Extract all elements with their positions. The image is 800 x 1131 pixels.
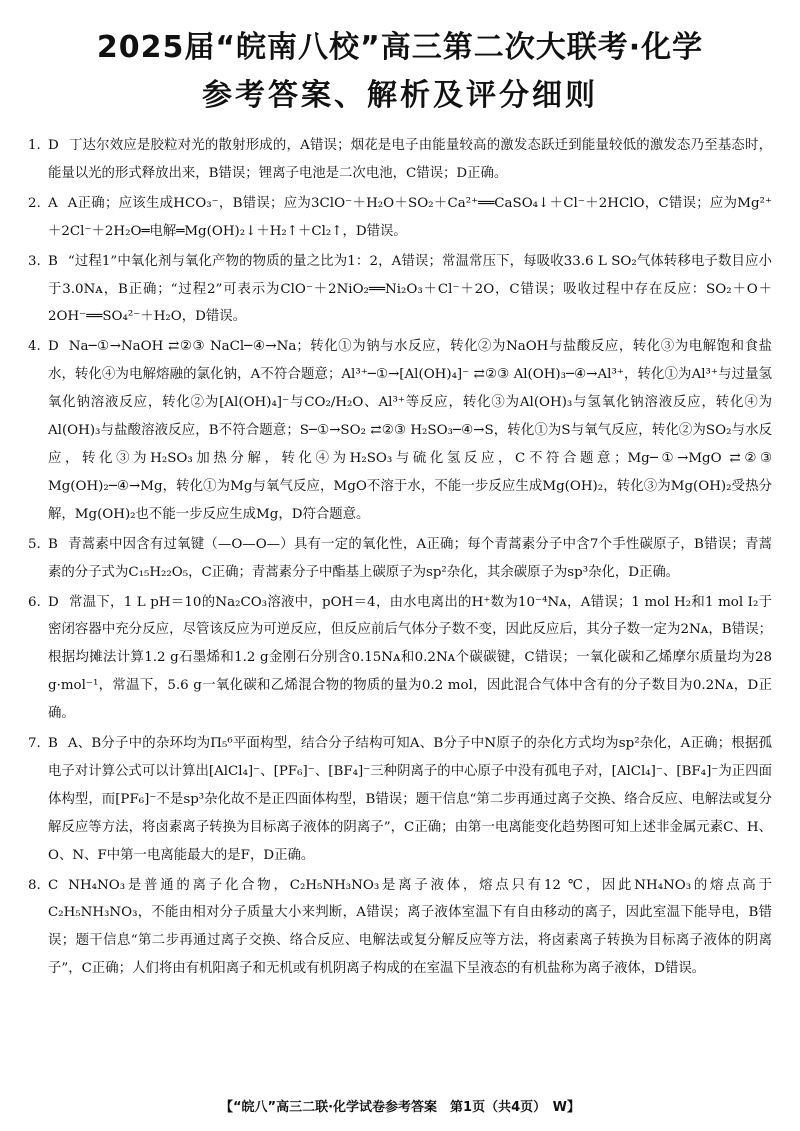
explanation-text: A正确；应该生成HCO₃⁻，B错误；应为3ClO⁻＋H₂O＋SO₂＋Ca²⁺══CaSO₄↓＋Cl⁻＋2HClO，C错误；应为Mg²⁺＋2Cl⁻＋2H₂O═电解═Mg(OH)₂↓＋H₂↑＋Cl₂↑，D错误。 (48, 195, 772, 239)
answer-choice: D (48, 138, 59, 153)
page-footer: 【“皖八”高三二联·化学试卷参考答案 第1页（共4页） W】 (220, 1100, 580, 1115)
page-subtitle: 参考答案、解析及评分细则 (202, 78, 598, 113)
question-number: 5. (28, 536, 41, 552)
answer-choice: B (48, 536, 58, 552)
explanation-text: “过程1”中氧化剂与氧化产物的物质的量之比为1：2，A错误；常温常压下，每吸收33.6 L SO₂气体转移电子数目应小于3.0Nᴀ，B正确；“过程2”可表示为ClO⁻＋2NiO₂══Ni₂O₃＋Cl⁻＋2O，C错误；吸收过程中存在反应：SO₂＋O＋2OH⁻══SO₄²⁻＋H₂O，D错误。 (48, 253, 772, 325)
answer-choice: B (48, 253, 58, 269)
answer-item-3 (28, 248, 772, 332)
question-number: 4. (28, 339, 41, 355)
answer-choice: A (48, 195, 58, 211)
explanation-text: Na─①→NaOH ⇄②③ NaCl─④→Na；转化①为钠与水反应，转化②为NaOH与盐酸反应，转化③为电解饱和食盐水，转化④为电解熔融的氯化钠，A不符合题意；Al³⁺─①→[Al(OH)₄]⁻ ⇄②③ Al(OH)₃─④→Al³⁺，转化①为Al³⁺与过量氢氧化钠溶液反应，转化②为[Al(OH)₄]⁻与CO₂/H₂O、Al³⁺等反应，转化③为Al(OH)₃与氢氧化钠溶液反应，转化④为Al(OH)₃与盐酸溶液反应，B不符合题意；S─①→SO₂ ⇄②③ H₂SO₃─④→S，转化①为S与氧气反应，转化②为SO₂与水反应，转化③为H₂SO₃加热分解，转化④为H₂SO₃与硫化氢反应，C不符合题意；Mg─①→MgO ⇄②③ Mg(OH)₂─④→Mg，转化①为Mg与氧气反应，MgO不溶于水，不能一步反应生成Mg(OH)₂，转化③为Mg(OH)₂受热分解，Mg(OH)₂也不能一步反应生成Mg，D符合题意。 (48, 339, 772, 522)
explanation-text: 丁达尔效应是胶粒对光的散射形成的，A错误；烟花是电子由能量较高的激发态跃迁到能量较低的激发态乃至基态时，能量以光的形式释放出来，B错误；锂离子电池是二次电池，C错误；D正确。 (48, 138, 772, 181)
answer-item-4 (28, 333, 772, 528)
answer-item-8 (28, 872, 772, 984)
answer-item-5 (28, 531, 772, 587)
question-number: 7. (28, 736, 41, 752)
explanation-text: 常温下，1 L pH＝10的Na₂CO₃溶液中，pOH＝4，由水电离出的H⁺数为10⁻⁴Nᴀ，A错误；1 mol H₂和1 mol I₂于密闭容器中充分反应，尽管该反应为可逆反应，但反应前后气体分子数不变，因此反应后，其分子数一定为2Nᴀ，B错误；根据均摊法计算1.2 g石墨烯和1.2 g金刚石分别含0.15Nᴀ和0.2Nᴀ个碳碳键，C错误；一氧化碳和乙烯摩尔质量均为28 g·mol⁻¹，常温下，5.6 g一氧化碳和乙烯混合物的物质的量为0.2 mol，因此混合气体中含有的分子数目为0.2Nᴀ，D正确。 (48, 594, 772, 722)
explanation-text: 青蒿素中因含有过氧键（—O—O—）具有一定的氧化性，A正确；每个青蒿素分子中含7个手性碳原子，B错误；青蒿素的分子式为C₁₅H₂₂O₅，C正确；青蒿素分子中酯基上碳原子为sp²杂化，其余碳原子为sp³杂化，D正确。 (48, 536, 772, 580)
explanation-text: A、B分子中的杂环均为Π₅⁶平面构型，结合分子结构可知A、B分子中N原子的杂化方式均为sp²杂化，A正确；根据孤电子对计算公式可以计算出[AlCl₄]⁻、[PF₆]⁻、[BF₄]⁻三种阴离子的中心原子中没有孤电子对，[AlCl₄]⁻、[BF₄]⁻为正四面体构型，而[PF₆]⁻不是sp³杂化故不是正四面体构型，B错误；题干信息“第二步再通过离子交换、络合反应、电解法或复分解反应等方法，将卤素离子转换为目标离子液体的阴离子”，C正确；由第一电离能变化趋势图可知上述非金属元素C、H、O、N、F中第一电离能最大的是F，D正确。 (48, 736, 772, 863)
question-number: 2. (28, 195, 41, 211)
question-number: 1. (28, 138, 41, 153)
question-number: 8. (28, 877, 41, 893)
question-number: 6. (28, 594, 41, 610)
question-number: 3. (28, 253, 41, 269)
answer-choice: C (48, 877, 59, 893)
answer-item-2 (28, 190, 772, 246)
answer-item-6 (28, 589, 772, 729)
answer-choice: D (48, 339, 59, 355)
answer-item-7 (28, 730, 772, 870)
answer-choice: D (48, 594, 59, 610)
explanation-text: NH₄NO₃是普通的离子化合物，C₂H₅NH₃NO₃是离子液体，熔点只有12 ℃，因此NH₄NO₃的熔点高于C₂H₅NH₃NO₃，不能由相对分子质量大小来判断，A错误；离子液体室温下有自由移动的离子，因此室温下能导电，B错误；题干信息“第二步再通过离子交换、络合反应、电解法或复分解反应等方法，将卤素离子转换为目标离子液体的阴离子”，C正确；人们将由有机阳离子和无机或有机阴离子构成的在室温下呈液态的有机盐称为离子液体，D错误。 (48, 877, 772, 977)
answer-list (28, 132, 772, 985)
page-title: 2025届“皖南八校”高三第二次大联考·化学 (96, 30, 704, 65)
answer-choice: B (48, 736, 58, 752)
answer-item-1 (28, 132, 772, 188)
